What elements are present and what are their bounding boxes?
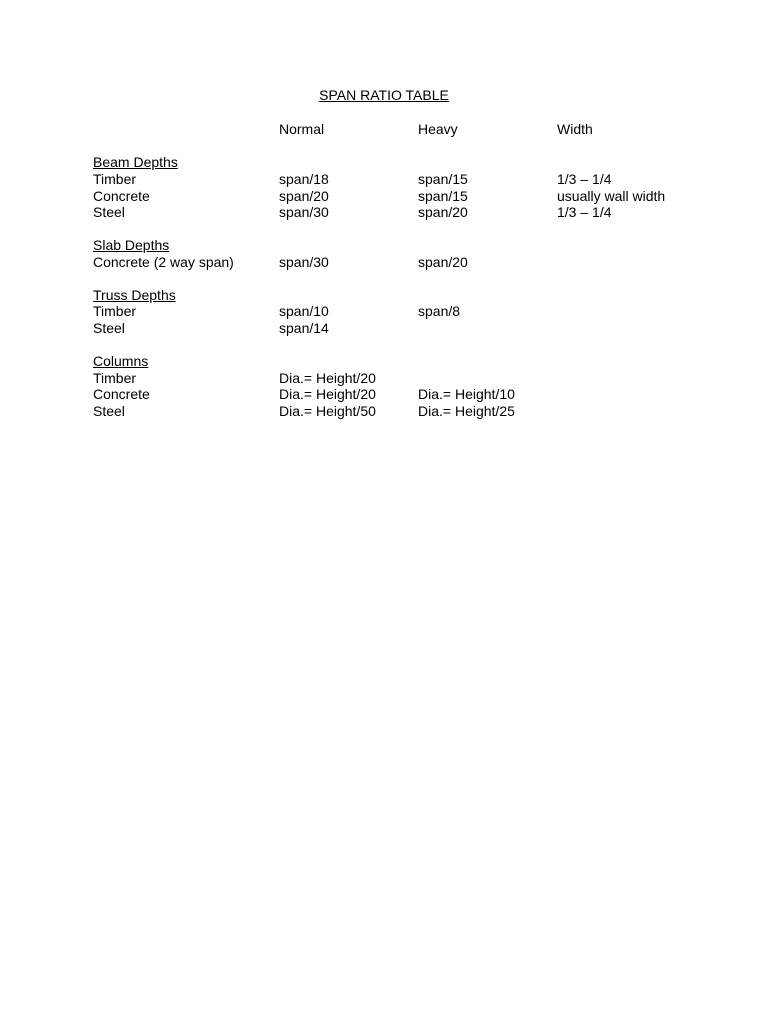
- heavy-cell: span/15: [418, 171, 468, 187]
- normal-cell: Dia.= Height/20: [279, 370, 376, 386]
- table-row: [0, 204, 768, 221]
- page-title: SPAN RATIO TABLE: [319, 87, 449, 103]
- row-label: Timber: [93, 171, 137, 187]
- section-heading: Beam Depths: [93, 154, 178, 170]
- column-headers: [0, 121, 768, 139]
- row-label: Steel: [93, 204, 125, 220]
- column-header-width: Width: [557, 121, 593, 137]
- row-label: Concrete (2 way span): [93, 254, 234, 270]
- section-heading: Columns: [93, 353, 149, 369]
- table-row: [0, 370, 768, 387]
- table-row: [0, 386, 768, 403]
- normal-cell: Dia.= Height/20: [279, 386, 376, 402]
- normal-cell: Dia.= Height/50: [279, 403, 376, 419]
- table-row: [0, 188, 768, 205]
- table-row: [0, 254, 768, 271]
- heavy-cell: Dia.= Height/25: [418, 403, 515, 419]
- row-label: Timber: [93, 370, 137, 386]
- table-row: [0, 403, 768, 420]
- section-heading: Slab Depths: [93, 237, 170, 253]
- row-label: Steel: [93, 320, 125, 336]
- table-row: [0, 303, 768, 320]
- row-label: Timber: [93, 303, 137, 319]
- normal-cell: span/18: [279, 171, 329, 187]
- heavy-cell: span/20: [418, 204, 468, 220]
- width-cell: 1/3 – 1/4: [557, 204, 612, 220]
- heavy-cell: span/8: [418, 303, 461, 319]
- normal-cell: span/14: [279, 320, 329, 336]
- row-label: Steel: [93, 403, 125, 419]
- row-label: Concrete: [93, 386, 150, 402]
- row-label: Concrete: [93, 188, 150, 204]
- heavy-cell: span/20: [418, 254, 468, 270]
- column-header-normal: Normal: [279, 121, 325, 137]
- width-cell: 1/3 – 1/4: [557, 171, 612, 187]
- heavy-cell: span/15: [418, 188, 468, 204]
- normal-cell: span/30: [279, 254, 329, 270]
- normal-cell: span/10: [279, 303, 329, 319]
- table-row: [0, 320, 768, 337]
- heavy-cell: Dia.= Height/10: [418, 386, 515, 402]
- table-row: [0, 171, 768, 188]
- width-cell: usually wall width: [557, 188, 666, 204]
- normal-cell: span/20: [279, 188, 329, 204]
- column-header-heavy: Heavy: [418, 121, 458, 137]
- normal-cell: span/30: [279, 204, 329, 220]
- section-heading: Truss Depths: [93, 287, 176, 303]
